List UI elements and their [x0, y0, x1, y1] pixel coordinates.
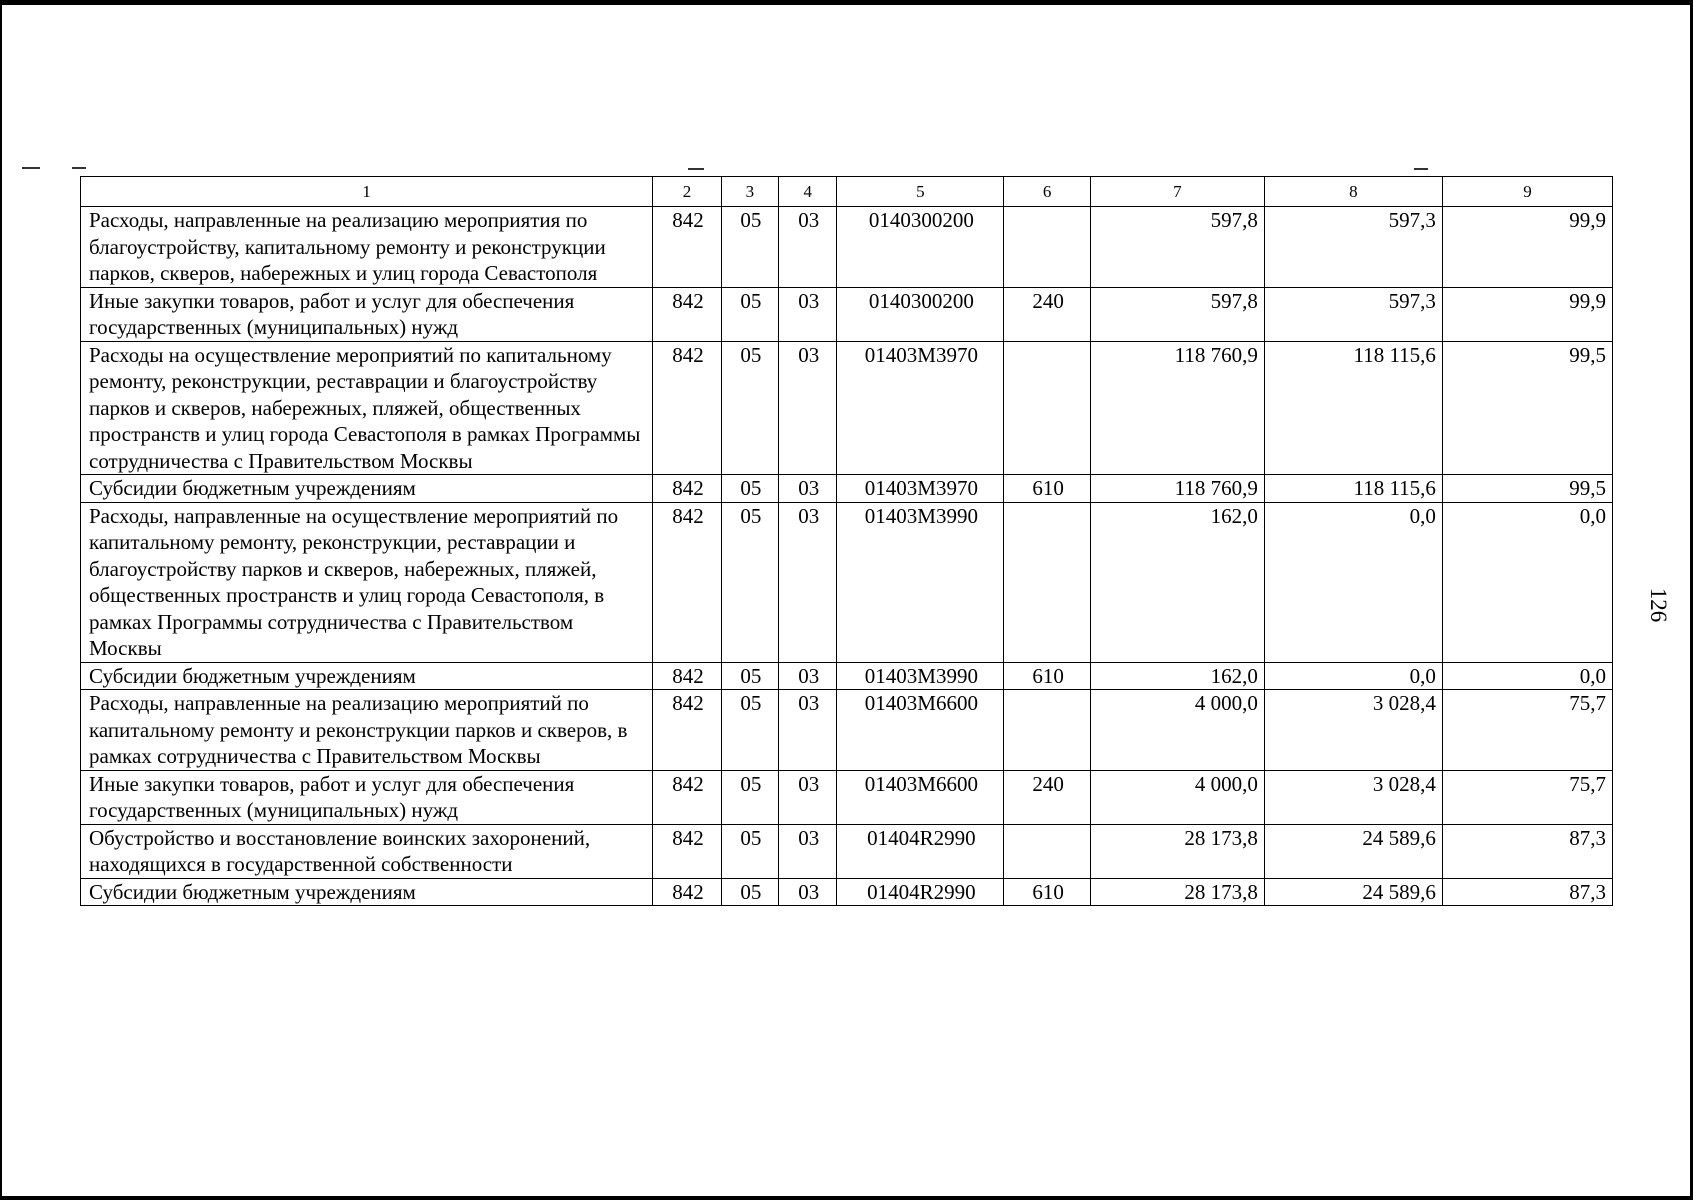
expense-name: Расходы, направленные на осуществление мероприятий по капитальному ремонту, реконструкции, реставрации и благоустройству парков и скверов, набережных, пляжей, общественных пространств и улиц города Севастополя, в рамках Программы сотрудничества с Правительством Москвы: [81, 502, 653, 662]
table-row: [81, 207, 1613, 288]
planned-amount: 597,8: [1090, 207, 1264, 288]
column-header: 4: [779, 177, 837, 207]
execution-percent: 0,0: [1442, 502, 1612, 662]
expense-name: Иные закупки товаров, работ и услуг для обеспечения государственных (муниципальных) нужд: [81, 287, 653, 341]
scan-artifact: [22, 167, 40, 169]
page-number: 126: [1646, 587, 1671, 623]
expense-type-code: 240: [1004, 287, 1091, 341]
execution-percent: 87,3: [1442, 824, 1612, 878]
section-code: 05: [721, 341, 778, 475]
executed-amount: 0,0: [1264, 662, 1442, 690]
column-header: 9: [1442, 177, 1612, 207]
ministry-code: 842: [653, 662, 721, 690]
expense-name: Иные закупки товаров, работ и услуг для обеспечения государственных (муниципальных) нужд: [81, 770, 653, 824]
table-row: [81, 287, 1613, 341]
execution-percent: 99,5: [1442, 475, 1612, 503]
execution-percent: 99,9: [1442, 207, 1612, 288]
subsection-code: 03: [779, 502, 837, 662]
expense-type-code: [1004, 341, 1091, 475]
planned-amount: 28 173,8: [1090, 824, 1264, 878]
executed-amount: 597,3: [1264, 287, 1442, 341]
section-code: 05: [721, 207, 778, 288]
target-article-code: 01403М3970: [837, 475, 1004, 503]
expense-type-code: 610: [1004, 662, 1091, 690]
ministry-code: 842: [653, 824, 721, 878]
subsection-code: 03: [779, 207, 837, 288]
ministry-code: 842: [653, 690, 721, 771]
section-code: 05: [721, 690, 778, 771]
planned-amount: 162,0: [1090, 662, 1264, 690]
execution-percent: 99,5: [1442, 341, 1612, 475]
execution-percent: 75,7: [1442, 770, 1612, 824]
column-header: 1: [81, 177, 653, 207]
planned-amount: 118 760,9: [1090, 341, 1264, 475]
table-row: [81, 662, 1613, 690]
table-row: [81, 690, 1613, 771]
target-article-code: 01403М3970: [837, 341, 1004, 475]
subsection-code: 03: [779, 341, 837, 475]
executed-amount: 24 589,6: [1264, 878, 1442, 906]
section-code: 05: [721, 824, 778, 878]
planned-amount: 118 760,9: [1090, 475, 1264, 503]
table-row: [81, 824, 1613, 878]
planned-amount: 4 000,0: [1090, 770, 1264, 824]
target-article-code: 01403М3990: [837, 502, 1004, 662]
column-header: 7: [1090, 177, 1264, 207]
column-header: 8: [1264, 177, 1442, 207]
planned-amount: 162,0: [1090, 502, 1264, 662]
expense-type-code: [1004, 690, 1091, 771]
section-code: 05: [721, 502, 778, 662]
expense-name: Субсидии бюджетным учреждениям: [81, 878, 653, 906]
planned-amount: 4 000,0: [1090, 690, 1264, 771]
target-article-code: 01403М6600: [837, 690, 1004, 771]
table-row: [81, 502, 1613, 662]
executed-amount: 118 115,6: [1264, 341, 1442, 475]
expense-name: Расходы, направленные на реализацию мероприятий по капитальному ремонту и реконструкции парков и скверов, в рамках сотрудничества с Правительством Москвы: [81, 690, 653, 771]
ministry-code: 842: [653, 502, 721, 662]
table-row: [81, 341, 1613, 475]
table-row: [81, 475, 1613, 503]
section-code: 05: [721, 287, 778, 341]
column-header: 6: [1004, 177, 1091, 207]
subsection-code: 03: [779, 287, 837, 341]
target-article-code: 0140300200: [837, 287, 1004, 341]
budget-table: [80, 176, 1613, 906]
executed-amount: 0,0: [1264, 502, 1442, 662]
expense-type-code: [1004, 824, 1091, 878]
expense-name: Субсидии бюджетным учреждениям: [81, 662, 653, 690]
executed-amount: 597,3: [1264, 207, 1442, 288]
execution-percent: 87,3: [1442, 878, 1612, 906]
target-article-code: 01404R2990: [837, 824, 1004, 878]
subsection-code: 03: [779, 475, 837, 503]
executed-amount: 3 028,4: [1264, 770, 1442, 824]
ministry-code: 842: [653, 287, 721, 341]
column-header: 5: [837, 177, 1004, 207]
execution-percent: 75,7: [1442, 690, 1612, 771]
section-code: 05: [721, 770, 778, 824]
expense-name: Расходы, направленные на реализацию мероприятия по благоустройству, капитальному ремонту и реконструкции парков, скверов, набережных и улиц города Севастополя: [81, 207, 653, 288]
scan-artifact: [72, 167, 86, 169]
table-row: [81, 878, 1613, 906]
target-article-code: 0140300200: [837, 207, 1004, 288]
expense-name: Расходы на осуществление мероприятий по капитальному ремонту, реконструкции, реставрации и благоустройству парков и скверов, набережных, пляжей, общественных пространств и улиц города Севастополя в рамках Программы сотрудничества с Правительством Москвы: [81, 341, 653, 475]
execution-percent: 99,9: [1442, 287, 1612, 341]
ministry-code: 842: [653, 207, 721, 288]
ministry-code: 842: [653, 341, 721, 475]
target-article-code: 01403М3990: [837, 662, 1004, 690]
subsection-code: 03: [779, 770, 837, 824]
column-header: 2: [653, 177, 721, 207]
scan-artifact: [1414, 168, 1428, 170]
expense-name: Субсидии бюджетным учреждениям: [81, 475, 653, 503]
executed-amount: 118 115,6: [1264, 475, 1442, 503]
planned-amount: 597,8: [1090, 287, 1264, 341]
planned-amount: 28 173,8: [1090, 878, 1264, 906]
subsection-code: 03: [779, 662, 837, 690]
ministry-code: 842: [653, 878, 721, 906]
subsection-code: 03: [779, 824, 837, 878]
header-row: [81, 177, 1613, 207]
expense-type-code: [1004, 207, 1091, 288]
table-row: [81, 770, 1613, 824]
target-article-code: 01404R2990: [837, 878, 1004, 906]
execution-percent: 0,0: [1442, 662, 1612, 690]
subsection-code: 03: [779, 878, 837, 906]
subsection-code: 03: [779, 690, 837, 771]
column-header: 3: [721, 177, 778, 207]
expense-type-code: 240: [1004, 770, 1091, 824]
expense-name: Обустройство и восстановление воинских захоронений, находящихся в государственной собственности: [81, 824, 653, 878]
expense-type-code: [1004, 502, 1091, 662]
target-article-code: 01403М6600: [837, 770, 1004, 824]
executed-amount: 3 028,4: [1264, 690, 1442, 771]
ministry-code: 842: [653, 770, 721, 824]
section-code: 05: [721, 878, 778, 906]
ministry-code: 842: [653, 475, 721, 503]
scan-artifact: [688, 168, 704, 170]
expense-type-code: 610: [1004, 475, 1091, 503]
expense-type-code: 610: [1004, 878, 1091, 906]
executed-amount: 24 589,6: [1264, 824, 1442, 878]
section-code: 05: [721, 475, 778, 503]
section-code: 05: [721, 662, 778, 690]
